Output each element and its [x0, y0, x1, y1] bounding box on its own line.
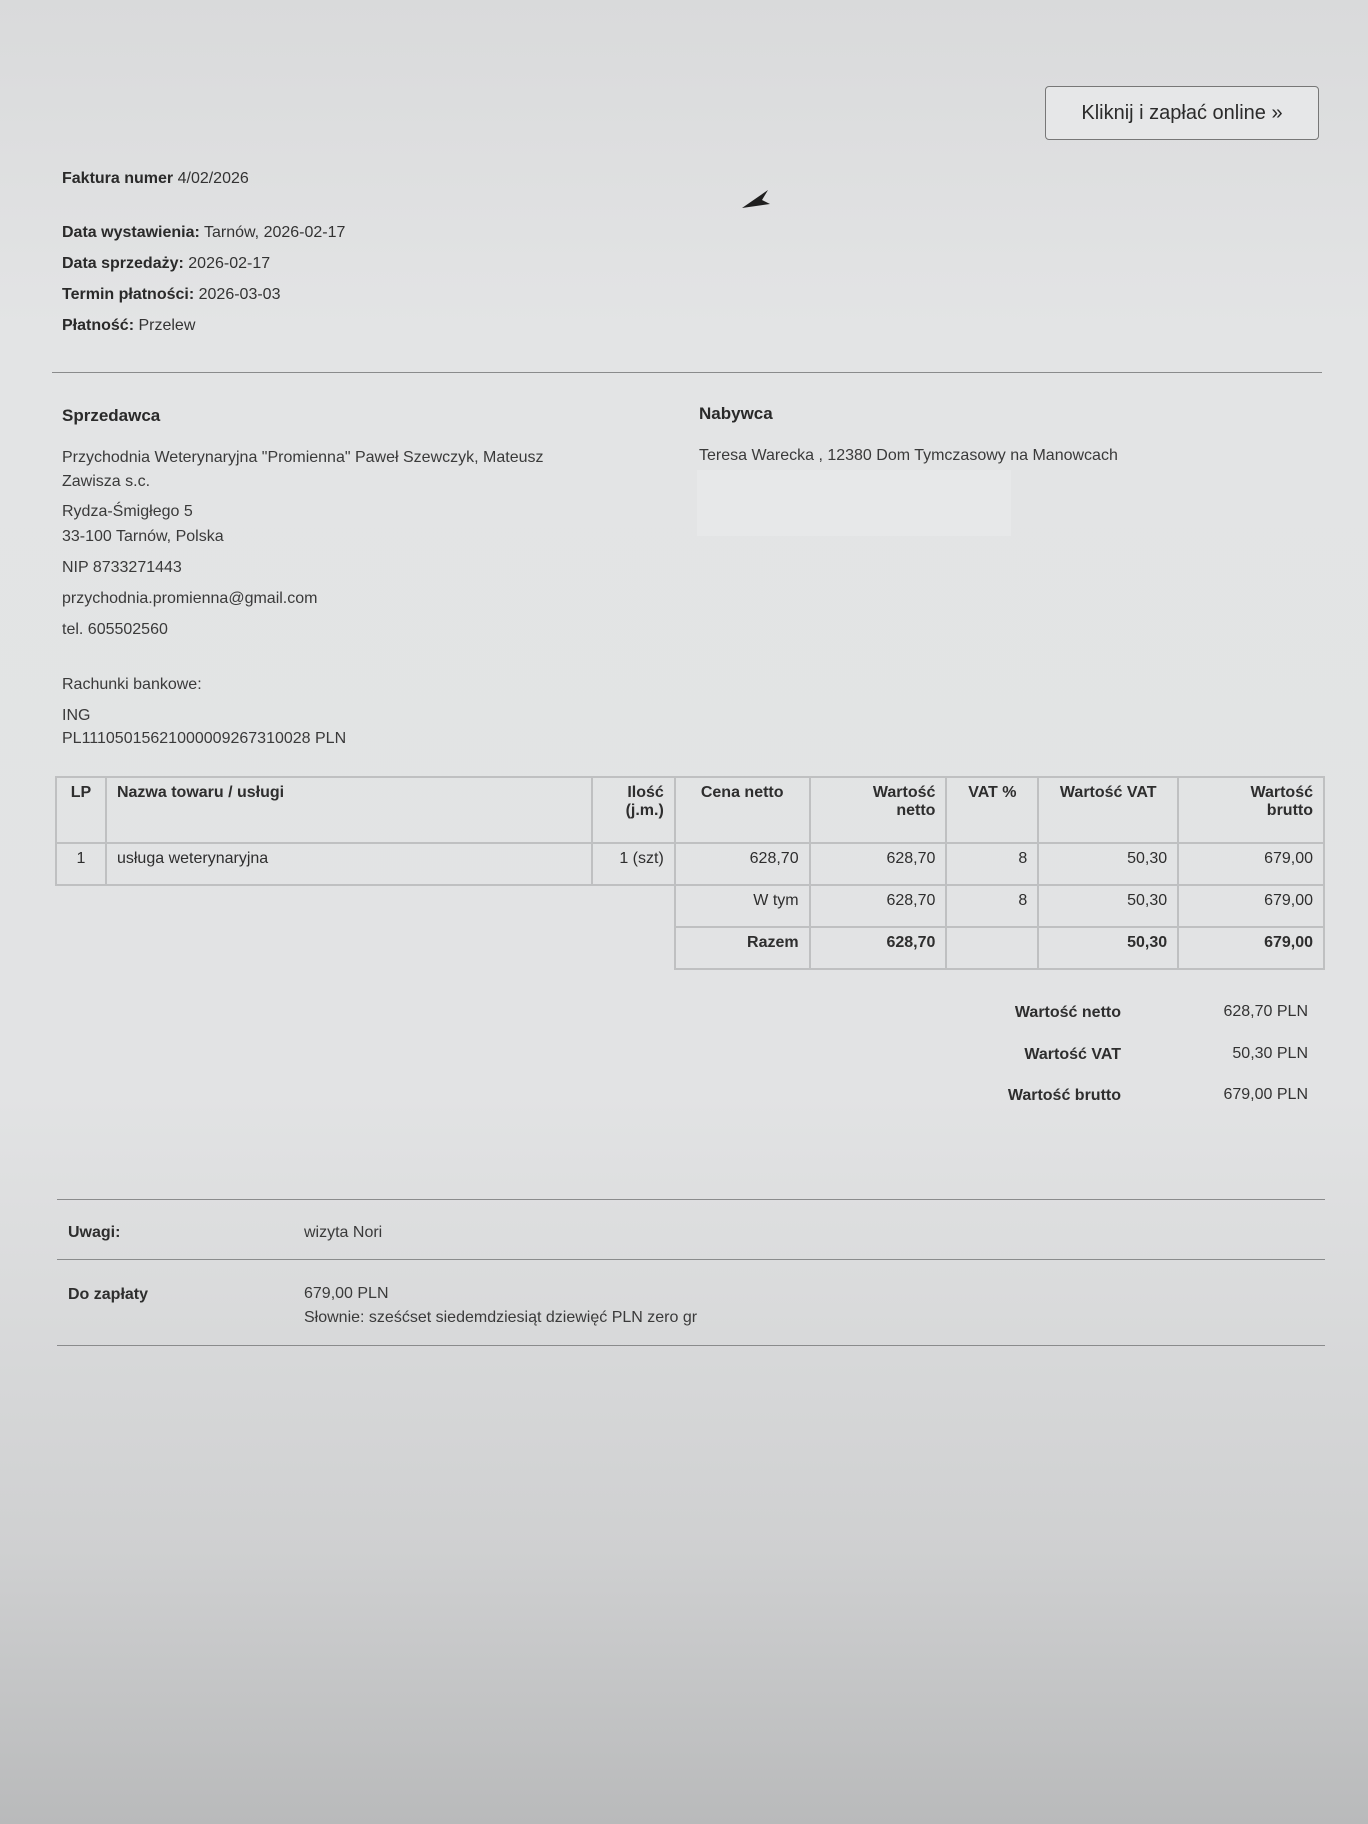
summary-vat-label: Wartość VAT [1024, 1046, 1121, 1063]
col-header-net-value: Wartość netto [810, 777, 947, 843]
buyer-name: Teresa Warecka , 12380 Dom Tymczasowy na Manowcach [699, 447, 1118, 464]
mouse-cursor-icon [740, 188, 772, 212]
to-pay-in-words: Słownie: sześćset siedemdziesiąt dziewięć PLN zero gr [304, 1309, 698, 1326]
total-row [56, 927, 1324, 969]
total-vat-value: 50,30 [1038, 927, 1178, 969]
cell-qty: 1 (szt) [592, 843, 675, 885]
notes-label: Uwagi: [68, 1224, 121, 1241]
summary-gross-label: Wartość brutto [1007, 1087, 1121, 1104]
total-label: Razem [675, 927, 810, 969]
including-row [56, 885, 1324, 927]
summary-net-value: 628,70 PLN [1223, 1003, 1308, 1020]
including-label: W tym [675, 885, 810, 927]
invoice-number: Faktura numer 4/02/2026 [62, 170, 249, 187]
col-header-vat-pct: VAT % [946, 777, 1038, 843]
payment-method: Płatność: Przelew [62, 317, 196, 334]
col-header-name: Nazwa towaru / usługi [106, 777, 592, 843]
seller-phone: tel. 605502560 [62, 621, 168, 638]
notes-value: wizyta Nori [304, 1224, 383, 1241]
cell-gross: 679,00 [1178, 843, 1324, 885]
to-pay-amount: 679,00 PLN [304, 1285, 389, 1302]
due-date: Termin płatności: 2026-03-03 [62, 286, 281, 303]
total-net-value: 628,70 [810, 927, 947, 969]
divider [57, 1345, 1325, 1346]
summary-net-label: Wartość netto [1014, 1004, 1121, 1021]
seller-name-line2: Zawisza s.c. [62, 473, 151, 490]
divider [57, 1259, 1325, 1260]
divider [57, 1199, 1325, 1200]
including-net-value: 628,70 [810, 885, 947, 927]
to-pay-label: Do zapłaty [68, 1286, 149, 1303]
table-row [56, 843, 1324, 885]
bank-accounts-label: Rachunki bankowe: [62, 676, 202, 693]
buyer-title: Nabywca [699, 404, 773, 423]
summary-gross-value: 679,00 PLN [1223, 1086, 1308, 1103]
col-header-qty: Ilość (j.m.) [592, 777, 675, 843]
col-header-vat-value: Wartość VAT [1038, 777, 1178, 843]
cell-vat-value: 50,30 [1038, 843, 1178, 885]
col-header-gross: Wartość brutto [1178, 777, 1324, 843]
sale-date: Data sprzedaży: 2026-02-17 [62, 255, 271, 272]
cell-vat-pct: 8 [946, 843, 1038, 885]
seller-city: 33-100 Tarnów, Polska [62, 528, 224, 545]
total-gross: 679,00 [1178, 927, 1324, 969]
pay-online-button[interactable]: Kliknij i zapłać online » [1045, 86, 1319, 140]
seller-title: Sprzedawca [62, 406, 161, 425]
divider [52, 372, 1322, 373]
cell-net-value: 628,70 [810, 843, 947, 885]
items-table [55, 776, 1325, 970]
seller-name-line1: Przychodnia Weterynaryjna "Promienna" Paweł Szewczyk, Mateusz [62, 449, 544, 466]
bank-name: ING [62, 707, 91, 724]
including-vat-pct: 8 [946, 885, 1038, 927]
cell-lp: 1 [56, 843, 106, 885]
redacted-area [697, 470, 1011, 536]
seller-email: przychodnia.promienna@gmail.com [62, 590, 318, 607]
bank-account-number: PL11105015621000009267310028 PLN [62, 730, 347, 747]
col-header-lp: LP [56, 777, 106, 843]
including-gross: 679,00 [1178, 885, 1324, 927]
seller-street: Rydza-Śmigłego 5 [62, 503, 193, 520]
cell-name: usługa weterynaryjna [106, 843, 592, 885]
col-header-net-price: Cena netto [675, 777, 810, 843]
seller-nip: NIP 8733271443 [62, 559, 182, 576]
issue-date: Data wystawienia: Tarnów, 2026-02-17 [62, 224, 346, 241]
including-vat-value: 50,30 [1038, 885, 1178, 927]
cell-net-price: 628,70 [675, 843, 810, 885]
table-header-row [56, 777, 1324, 843]
summary-vat-value: 50,30 PLN [1232, 1045, 1308, 1062]
